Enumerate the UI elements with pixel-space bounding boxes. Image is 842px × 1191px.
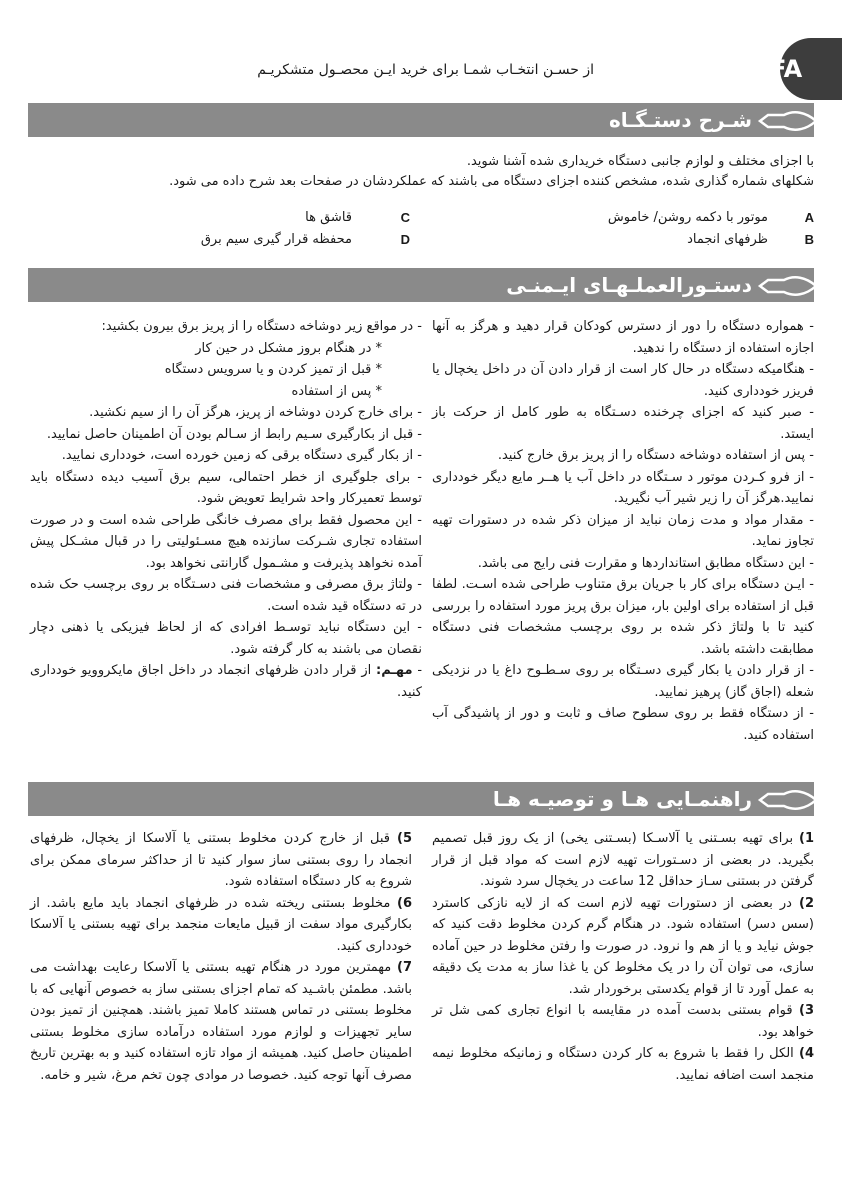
- safety-item: - این دستگاه مطابق استانداردها و مقرارت فنی رایج می باشد.: [477, 555, 814, 571]
- hand-arrow-icon: [754, 271, 820, 301]
- tip-number: 4): [799, 1046, 814, 1061]
- important-text: از قرار دادن ظرفهای انجماد در داخل اجاق مایکروویو خودداری کنید.: [30, 663, 422, 700]
- hand-arrow-icon: [754, 106, 820, 136]
- section-title-safety: دستـورالعملـهـای ایـمنـی: [506, 273, 752, 297]
- safety-item: - صبر کنید که اجزای چرخنده دسـتگاه به طور کامل از حرکت باز ایستد.: [432, 405, 814, 442]
- tip-item: [432, 1000, 814, 1043]
- tip-number: 3): [799, 1003, 814, 1018]
- part-label: قاشق ها: [305, 210, 352, 225]
- safety-item: - هنگامیکه دستگاه در حال کار است از قرار دادن آن در داخل یخچال یا فریزر خودداری کنید.: [432, 362, 814, 399]
- safety-item: - از فرو کـردن موتور د سـتگاه در داخل آب یا هــر مایع دیگر خودداری نمایید.هرگز آن را زیر شیر آب نگیرید.: [432, 469, 814, 506]
- safety-item: - ولتاژ برق مصرفی و مشخصات فنی دسـتگاه بر روی برچسب حک شده در ته دستگاه قید شده است.: [30, 577, 422, 614]
- language-tab: FA: [780, 38, 842, 100]
- part-key: C: [400, 210, 410, 225]
- tip-text: قبل از خارج کردن مخلوط بستنی یا آلاسکا از یخچال، ظرفهای انجماد را روی بستنی ساز سوار کنید تا از حداکثر سرمای ممکن برای شروع به کار دستگاه استفاده شود.: [30, 831, 412, 889]
- tip-item: [30, 828, 412, 893]
- safety-column-left: [30, 316, 422, 703]
- section-bar-safety: [28, 268, 814, 302]
- safety-important: - مهـم: از قرار دادن ظرفهای انجماد در داخل اجاق مایکروویو خودداری کنید.: [30, 663, 423, 700]
- safety-item: - قبل از بکارگیری سـیم رابط از سـالم بودن آن اطمینان حاصل نمایید.: [46, 426, 422, 442]
- intro-line: شکلهای شماره گذاری شده، مشخص کننده اجزای دستگاه می باشند که عملکردشان در صفحات بعد شرح داده می شود.: [169, 174, 814, 189]
- safety-unplug-item: * پس از استفاده: [291, 383, 382, 399]
- safety-item: - برای جلوگیری از خطر احتمالی، سیم برق آسیب دیده دستگاه باید توسط تعمیرکار واحد شرایط تعویض شود.: [30, 469, 422, 506]
- safety-unplug-item: * قبل از تمیز کردن و یا سرویس دستگاه: [164, 362, 382, 377]
- part-label: موتور با دکمه روشن/ خاموش: [607, 210, 768, 225]
- tip-number: 1): [799, 831, 814, 846]
- tip-text: مهمترین مورد در هنگام تهیه بستنی یا آلاسکا رعایت بهداشت می باشد. مطمئن باشـید که تمام اجزای بستنی ساز به خصوص آنهایی که با مخلوط بستنی در تماس هستند کاملا تمیز باشند. همچنین از تمیز بودن سایر تجهیزات و لوازم مورد استفاده درآماده سازی مخلوط بستنی اطمینان حاصل کنید. همیشه از مواد تازه استفاده کنید و به بهترین تاریخ مصرف آنها توجه کنید. خصوصا در موادی چون تخم مرغ، شیر و خامه.: [30, 960, 412, 1083]
- section-title-tips: راهنمـایی هـا و توصیـه هـا: [492, 787, 752, 811]
- tips-column-left: [30, 828, 412, 1086]
- tip-item: [30, 893, 412, 958]
- tip-text: مخلوط بستنی ریخته شده در ظرفهای انجماد باید مایع باشد. از بکارگیری مواد سفت از قبیل مایعات منجمد برای تهیه بستنی یا آلاسکا خودداری کنید.: [30, 895, 412, 954]
- safety-item: - از قرار دادن یا بکار گیری دسـتگاه بر روی سـطـوح داغ یا در نزدیکی شعله (اجاق گاز) پرهیز نمایید.: [432, 663, 814, 700]
- tip-item: [30, 957, 412, 1086]
- tip-item: [432, 1043, 814, 1086]
- safety-item: - ایـن دستگاه برای کار با جریان برق متناوب طراحی شده اسـت. لطفا قبل از استفاده برای اولین بار، میزان برق پریز مورد استفاده را بررسی کنید تا با ولتاژ ذکر شده بر روی برچسب مشخصات فنی دستگاه مطابقت داشته باشد.: [432, 577, 814, 657]
- part-key: A: [804, 210, 814, 225]
- intro-text: [28, 152, 814, 192]
- tip-item: [432, 893, 814, 1001]
- part-label: ظرفهای انجماد: [687, 232, 768, 247]
- safety-item: - مقدار مواد و مدت زمان نباید از میزان ذکر شده در دستورات تهیه تجاوز نماید.: [432, 512, 814, 549]
- safety-item: - همواره دستگاه را دور از دسترس کودکان قرار دهید و هرگز به آنها اجازه استفاده از دستگاه را ندهید.: [432, 319, 814, 356]
- safety-unplug-item: * در هنگام بروز مشکل در حین کار: [195, 340, 382, 356]
- parts-list: [28, 208, 814, 252]
- section-title-description: شـرح دستـگـاه: [608, 108, 752, 132]
- tip-number: 7): [397, 960, 412, 975]
- hand-arrow-icon: [754, 785, 820, 815]
- safety-item: - این محصول فقط برای مصرف خانگی طراحی شده است و در صورت استفاده تجاری شـرکت سازنده هیچ مسـئولیتی را در قبال مشـکل پیش آمده نخواهد پذیرفت و مشـمول گارانتی نخواهد بود.: [30, 512, 422, 571]
- part-key: D: [400, 232, 410, 247]
- tip-text: در بعضی از دستورات تهیه لازم است که از لایه نازکی کاسترد (سس دسر) استفاده شود. در هنگام گرم کردن مخلوط دقت کنید که جوش نیاید و یا از هم وا نرود. در صورت وا رفتن مخلوط در حین آماده سازی، می توان آن را در یک مخلوط کن یا غذا ساز به مدت یک دقیقه به عمل آورد تا از قوام یکدستی برخوردار شد.: [432, 895, 814, 997]
- tip-text: قوام بستنی بدست آمده در مقایسه با انواع تجاری کمی شل تر خواهد بود.: [432, 1003, 814, 1040]
- part-label: محفظه قرار گیری سیم برق: [200, 232, 352, 247]
- intro-line: با اجزای مختلف و لوازم جانبی دستگاه خریداری شده آشنا شوید.: [466, 154, 814, 169]
- tip-number: 5): [397, 831, 412, 846]
- important-label: مهـم:: [376, 663, 413, 678]
- part-key: B: [804, 232, 814, 247]
- tip-text: الکل را فقط با شروع به کار کردن دستگاه و زمانیکه مخلوط نیمه منجمد است اضافه نمایید.: [432, 1046, 814, 1083]
- safety-item: - پس از استفاده دوشاخه دستگاه را از پریز برق خارج کنید.: [497, 448, 814, 463]
- safety-unplug-intro: - در مواقع زیر دوشاخه دستگاه را از پریز برق بیرون بکشید:: [101, 319, 422, 334]
- safety-item: - برای خارج کردن دوشاخه از پریز، هرگز آن را از سیم نکشید.: [89, 405, 422, 420]
- safety-column-right: [432, 316, 814, 746]
- tip-number: 6): [397, 895, 412, 911]
- safety-item: - از بکار گیری دستگاه برقی که زمین خورده است، خودداری نمایید.: [61, 448, 422, 463]
- tip-item: [432, 828, 814, 893]
- thank-you-line: از حسـن انتخـاب شمـا برای خرید ایـن محصـول متشکریـم: [257, 62, 594, 78]
- safety-item: - از دستگاه فقط بر روی سطوح صاف و ثابت و دور از پاشیدگی آب استفاده کنید.: [432, 706, 814, 743]
- section-bar-description: [28, 103, 814, 137]
- tip-number: 2): [799, 895, 814, 911]
- section-bar-tips: [28, 782, 814, 816]
- tip-text: برای تهیه بسـتنی یا آلاسـکا (بسـتنی یخی) از یک روز قبل تصمیم بگیرید. در بعضی از دسـتورات تهیه لازم است که مواد قبل از قرار گرفتن در بستنی سـاز حداقل 12 ساعت در یخچال سرد شوند.: [432, 831, 814, 889]
- safety-item: - این دستگاه نباید توسـط افرادی که از لحاظ فیزیکی یا ذهنی دچار نقصان می باشند به کار گرفته شود.: [30, 620, 422, 657]
- tips-column-right: [432, 828, 814, 1086]
